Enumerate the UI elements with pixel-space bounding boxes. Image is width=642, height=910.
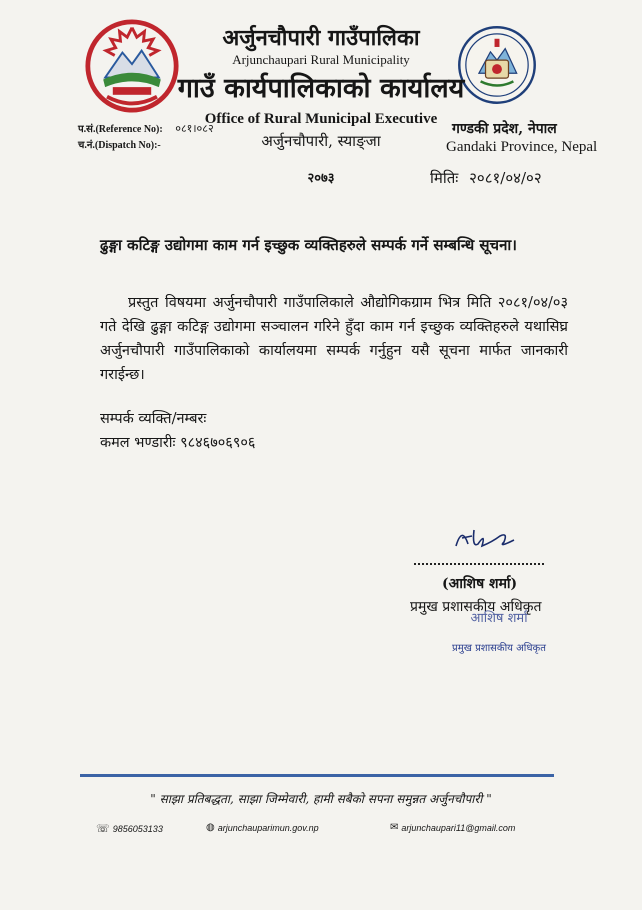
handwritten-signature	[452, 522, 522, 554]
footer-divider	[80, 774, 554, 777]
footer-phone	[96, 822, 163, 835]
mail-icon: ✉	[390, 822, 399, 833]
established-year: २०७३	[307, 171, 335, 186]
footer-slogan: " साझा प्रतिबद्धता, साझा जिम्मेवारी, हामी सबैको सपना समुन्नत अर्जुनचौपारी "	[150, 792, 492, 806]
office-address: अर्जुनचौपारी, स्याङ्जा	[261, 132, 381, 150]
municipality-name-nepali: अर्जुनचौपारी गाउँपालिका	[222, 25, 420, 51]
dispatch-label: च.नं.(Dispatch No):-	[78, 140, 161, 151]
footer-website	[206, 822, 319, 833]
notice-body: प्रस्तुत विषयमा अर्जुनचौपारी गाउँपालिकाले औद्योगिकग्राम भित्र मिति २०८१/०४/०३ गते देखि ढुङ्गा कटिङ्ग उद्योगमा सञ्चालन गरिने हुँदा काम गर्न इच्छुक व्यक्तिहरुले यथासिघ्र अर्जुनचौपारी गाउँपालिकाको कार्यालयमा सम्पर्क गर्नुहुन यसै सूचना मार्फत जानकारी गराईन्छ।	[100, 295, 568, 383]
stamp-title: प्रमुख प्रशासकीय अधिकृत	[452, 643, 546, 654]
official-stamp	[444, 602, 554, 654]
date-value: २०८१/०४/०२	[469, 169, 542, 187]
contact-person: कमल भण्डारीः ९८४६७०६९०६	[100, 435, 256, 451]
office-name-nepali: गाउँ कार्यपालिकाको कार्यालय	[177, 73, 465, 104]
reference-label: प.सं.(Reference No):	[78, 124, 163, 135]
province-nepali: गण्डकी प्रदेश, नेपाल	[452, 121, 557, 137]
footer-email	[390, 822, 515, 833]
stamp-name: आशिष शर्मा	[470, 611, 528, 626]
reference-value: ०८१।०८२	[175, 123, 214, 135]
email-address[interactable]: arjunchaupari11@gmail.com	[401, 822, 516, 833]
contact-block	[100, 407, 255, 455]
province-english: Gandaki Province, Nepal	[446, 139, 598, 155]
phone-number: 9856053133	[112, 823, 163, 834]
notice-subject: ढुङ्गा कटिङ्ग उद्योगमा काम गर्न इच्छुक व्यक्तिहरुले सम्पर्क गर्ने सम्बन्धि सूचना।	[100, 236, 517, 254]
signatory-title: प्रमुख प्रशासकीय अधिकृत	[410, 599, 542, 615]
contact-label: सम्पर्क व्यक्ति/नम्बरः	[100, 411, 207, 427]
reference-number	[78, 121, 214, 136]
date-label: मितिः	[430, 169, 459, 187]
website-url[interactable]: arjunchauparimun.gov.np	[217, 822, 319, 833]
letter-date	[430, 168, 542, 188]
signatory-name: (आशिष शर्मा)	[442, 576, 518, 592]
signature-line	[414, 563, 544, 565]
office-name-english: Office of Rural Municipal Executive	[204, 111, 438, 127]
phone-icon: ☏	[96, 823, 110, 835]
municipality-name-english: Arjunchaupari Rural Municipality	[232, 52, 410, 67]
globe-icon: ◍	[206, 822, 215, 833]
